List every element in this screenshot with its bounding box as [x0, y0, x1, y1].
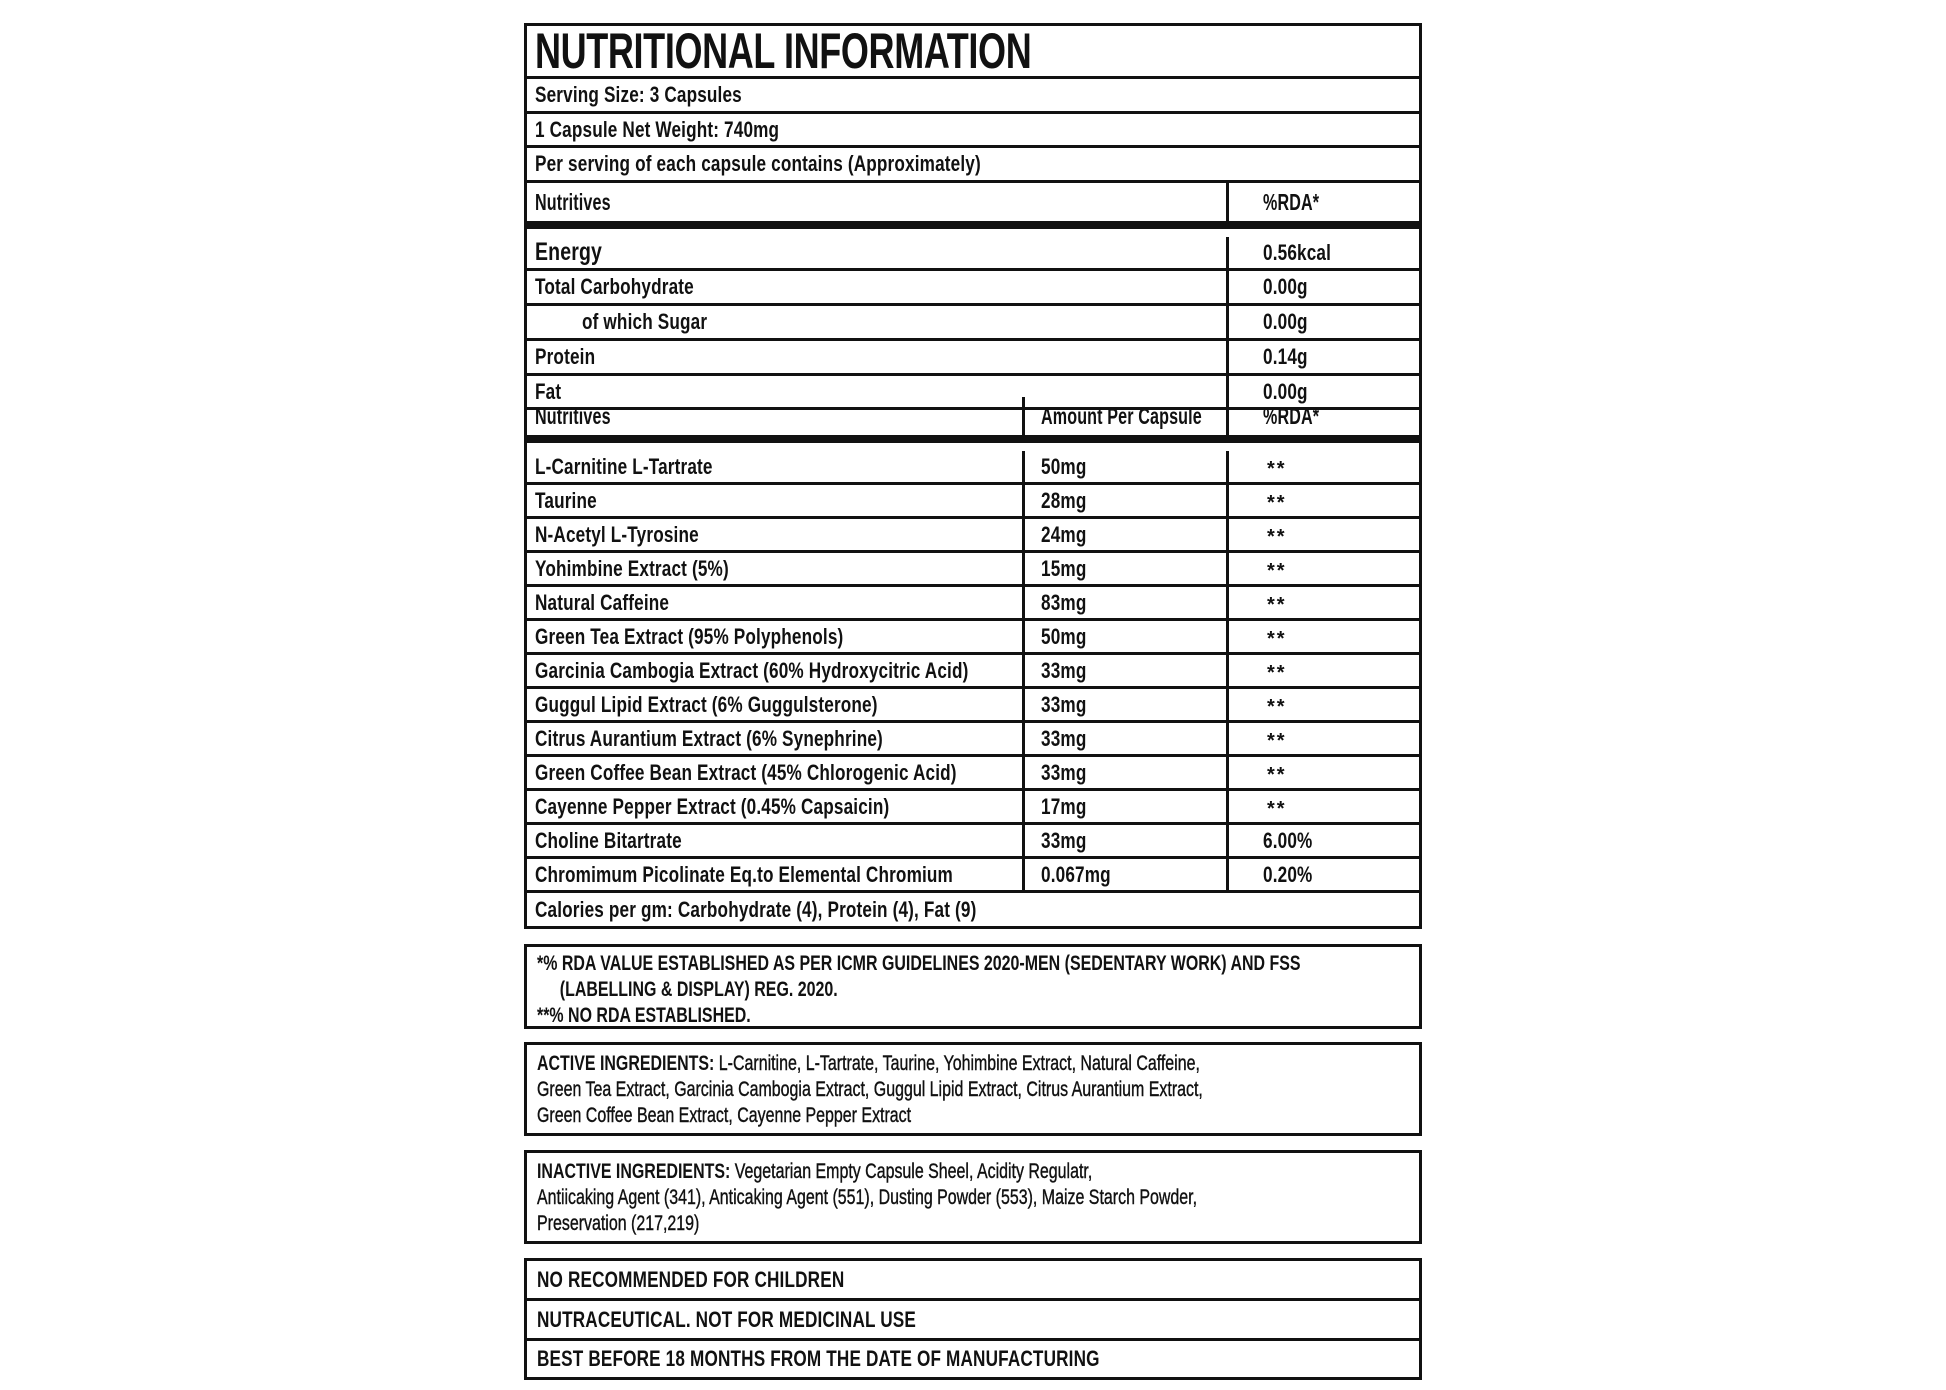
section1-header-row — [527, 183, 1419, 229]
serving-size-row — [527, 79, 1419, 114]
column-divider — [1022, 791, 1025, 822]
nutrition-table — [524, 23, 1422, 929]
ingredient-name: Green Coffee Bean Extract (45% Chlorogenic Acid) — [535, 759, 957, 785]
column-divider — [1022, 485, 1025, 516]
section1-header-rda: %RDA* — [1263, 188, 1320, 215]
ingredient-rda: 0.20% — [1263, 861, 1313, 887]
column-divider — [1226, 237, 1229, 268]
no-rda-mark: ** — [1267, 560, 1287, 582]
ingredient-name: Taurine — [535, 487, 597, 513]
ingredient-name: N-Acetyl L-Tyrosine — [535, 521, 699, 547]
column-divider — [1022, 757, 1025, 788]
column-divider — [1022, 859, 1025, 890]
column-divider — [1226, 859, 1229, 890]
column-divider — [1226, 689, 1229, 720]
no-rda-mark: ** — [1267, 458, 1287, 480]
nutrient-rda: 0.14g — [1263, 344, 1308, 369]
rda-footnotes — [524, 944, 1422, 1029]
column-divider — [1022, 553, 1025, 584]
column-divider — [1022, 587, 1025, 618]
warning-nutraceutical: NUTRACEUTICAL. NOT FOR MEDICINAL USE — [537, 1306, 917, 1332]
active-ingredients-line-1: L-Carnitine, L-Tartrate, Taurine, Yohimbine Extract, Natural Caffeine, — [714, 1052, 1200, 1075]
no-rda-mark: ** — [1267, 662, 1287, 684]
ingredient-row — [527, 451, 1419, 485]
section2-header-nutritives: Nutritives — [535, 402, 611, 429]
column-divider — [1226, 183, 1229, 221]
no-rda-mark: ** — [1267, 492, 1287, 514]
inactive-ingredients-line-3: Preservation (217,219) — [537, 1212, 700, 1235]
column-divider — [1022, 397, 1025, 435]
section1-header-nutritives: Nutritives — [535, 188, 611, 215]
nutrient-rda: 0.00g — [1263, 274, 1308, 299]
page-title: NUTRITIONAL INFORMATION — [535, 23, 1032, 79]
nutrient-rda: 0.00g — [1263, 309, 1308, 334]
ingredient-amount: 33mg — [1041, 827, 1087, 853]
nutrient-name: of which Sugar — [582, 309, 708, 334]
ingredient-row — [527, 621, 1419, 655]
column-divider — [1022, 825, 1025, 856]
ingredient-name: L-Carnitine L-Tartrate — [535, 453, 713, 479]
nutrient-name: Total Carbohydrate — [535, 274, 694, 299]
nutrient-row — [527, 306, 1419, 341]
column-divider — [1226, 723, 1229, 754]
ingredient-amount: 83mg — [1041, 589, 1087, 615]
ingredient-name: Choline Bitartrate — [535, 827, 682, 853]
column-divider — [1022, 723, 1025, 754]
calories-note-row — [527, 893, 1419, 926]
footnote-line-2: (LABELLING & DISPLAY) REG. 2020. — [559, 978, 838, 1001]
active-ingredients-box — [524, 1042, 1422, 1136]
ingredient-amount: 50mg — [1041, 453, 1087, 479]
ingredient-row — [527, 723, 1419, 757]
active-ingredients-line-2: Green Tea Extract, Garcinia Cambogia Extract, Guggul Lipid Extract, Citrus Aurantium Extract, — [537, 1078, 1203, 1101]
column-divider — [1226, 621, 1229, 652]
column-divider — [1226, 271, 1229, 303]
ingredient-amount: 28mg — [1041, 487, 1087, 513]
column-divider — [1226, 451, 1229, 482]
ingredient-amount: 15mg — [1041, 555, 1087, 581]
active-ingredients-line-3: Green Coffee Bean Extract, Cayenne Pepper Extract — [537, 1104, 912, 1127]
ingredient-row — [527, 553, 1419, 587]
inactive-ingredients-line-1: Vegetarian Empty Capsule Sheel, Acidity Regulatr, — [730, 1160, 1093, 1183]
no-rda-mark: ** — [1267, 526, 1287, 548]
column-divider — [1022, 621, 1025, 652]
inactive-ingredients-box — [524, 1150, 1422, 1244]
calories-note: Calories per gm: Carbohydrate (4), Protein (4), Fat (9) — [535, 896, 977, 922]
section2-header-row — [527, 397, 1419, 443]
nutrient-rda: 0.00g — [1263, 378, 1308, 404]
net-weight-row — [527, 114, 1419, 148]
column-divider — [1226, 553, 1229, 584]
column-divider — [1022, 519, 1025, 550]
column-divider — [1226, 485, 1229, 516]
ingredient-name: Citrus Aurantium Extract (6% Synephrine) — [535, 725, 883, 751]
inactive-ingredients-label: INACTIVE INGREDIENTS: — [537, 1160, 731, 1183]
nutrient-row — [527, 237, 1419, 271]
ingredient-row — [527, 757, 1419, 791]
nutrient-name: Energy — [535, 238, 603, 266]
warnings-box — [524, 1258, 1422, 1380]
no-rda-mark: ** — [1267, 628, 1287, 650]
nutrient-row — [527, 341, 1419, 376]
nutrient-row — [527, 271, 1419, 306]
warning-children: NO RECOMMENDED FOR CHILDREN — [537, 1266, 845, 1292]
ingredient-amount: 33mg — [1041, 691, 1087, 717]
column-divider — [1022, 451, 1025, 482]
ingredient-row — [527, 859, 1419, 893]
column-divider — [1022, 655, 1025, 686]
ingredient-amount: 24mg — [1041, 521, 1087, 547]
column-divider — [1226, 397, 1229, 435]
ingredient-row — [527, 689, 1419, 723]
no-rda-mark: ** — [1267, 764, 1287, 786]
column-divider — [1226, 306, 1229, 338]
ingredient-amount: 33mg — [1041, 759, 1087, 785]
column-divider — [1226, 341, 1229, 373]
section2-header-amount: Amount Per Capsule — [1041, 402, 1202, 429]
serving-size: Serving Size: 3 Capsules — [535, 82, 742, 107]
column-divider — [1226, 655, 1229, 686]
per-serving-note: Per serving of each capsule contains (Approximately) — [535, 151, 981, 176]
no-rda-mark: ** — [1267, 594, 1287, 616]
ingredient-name: Green Tea Extract (95% Polyphenols) — [535, 623, 844, 649]
warning-row — [527, 1261, 1419, 1301]
ingredient-name: Natural Caffeine — [535, 589, 670, 615]
ingredient-row — [527, 485, 1419, 519]
ingredient-row — [527, 519, 1419, 553]
no-rda-mark: ** — [1267, 730, 1287, 752]
inactive-ingredients-line-2: Antiicaking Agent (341), Anticaking Agent (551), Dusting Powder (553), Maize Starch Powder, — [537, 1186, 1198, 1209]
title-row — [527, 23, 1419, 79]
ingredient-row — [527, 825, 1419, 859]
ingredient-name: Cayenne Pepper Extract (0.45% Capsaicin) — [535, 793, 890, 819]
warning-row — [527, 1341, 1419, 1377]
ingredient-rda: 6.00% — [1263, 827, 1313, 853]
ingredient-name: Garcinia Cambogia Extract (60% Hydroxycitric Acid) — [535, 657, 969, 683]
ingredient-row — [527, 655, 1419, 689]
column-divider — [1226, 791, 1229, 822]
nutrient-rda: 0.56kcal — [1263, 239, 1332, 265]
column-divider — [1226, 757, 1229, 788]
ingredient-name: Chromimum Picolinate Eq.to Elemental Chromium — [535, 861, 953, 887]
ingredient-row — [527, 587, 1419, 621]
column-divider — [1226, 825, 1229, 856]
per-serving-row — [527, 148, 1419, 183]
nutrient-name: Protein — [535, 344, 596, 369]
nutrient-name: Fat — [535, 378, 562, 404]
ingredient-amount: 50mg — [1041, 623, 1087, 649]
ingredient-amount: 33mg — [1041, 725, 1087, 751]
column-divider — [1226, 519, 1229, 550]
ingredient-name: Yohimbine Extract (5%) — [535, 555, 729, 581]
footnote-line-1: *% RDA VALUE ESTABLISHED AS PER ICMR GUIDELINES 2020-MEN (SEDENTARY WORK) AND FSS — [537, 952, 1301, 975]
ingredient-amount: 0.067mg — [1041, 861, 1111, 887]
no-rda-mark: ** — [1267, 798, 1287, 820]
net-weight: 1 Capsule Net Weight: 740mg — [535, 116, 780, 142]
ingredient-row — [527, 791, 1419, 825]
column-divider — [1022, 689, 1025, 720]
active-ingredients-label: ACTIVE INGREDIENTS: — [537, 1052, 715, 1075]
warning-row — [527, 1301, 1419, 1341]
warning-best-before: BEST BEFORE 18 MONTHS FROM THE DATE OF MANUFACTURING — [537, 1346, 1100, 1371]
ingredient-amount: 33mg — [1041, 657, 1087, 683]
footnote-line-3: **% NO RDA ESTABLISHED. — [537, 1004, 751, 1027]
section2-header-rda: %RDA* — [1263, 402, 1320, 429]
ingredient-amount: 17mg — [1041, 793, 1087, 819]
no-rda-mark: ** — [1267, 696, 1287, 718]
ingredient-name: Guggul Lipid Extract (6% Guggulsterone) — [535, 691, 878, 717]
column-divider — [1226, 587, 1229, 618]
